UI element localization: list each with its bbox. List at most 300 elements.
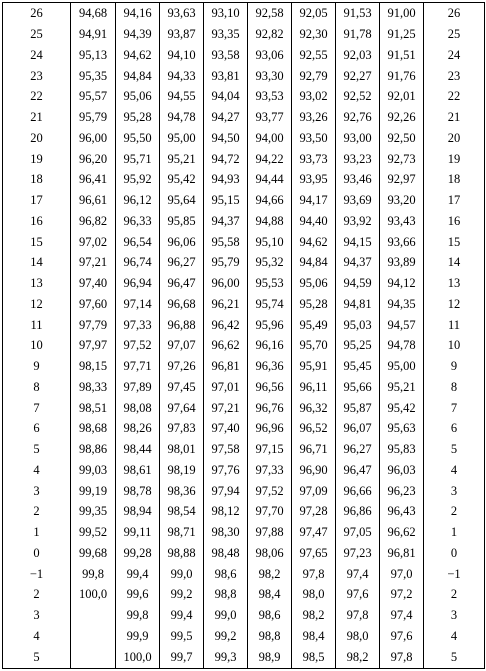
table-cell: 96,36 (248, 356, 292, 377)
table-cell: 97,40 (71, 273, 116, 294)
table-cell: 97,0 (380, 564, 424, 585)
table-cell: 97,64 (160, 398, 204, 419)
row-label-right: 1 (424, 522, 485, 543)
table-cell: 94,10 (160, 45, 204, 66)
row-label-right: 12 (424, 294, 485, 315)
table-cell: 94,37 (204, 211, 248, 232)
row-label-left: 21 (3, 107, 71, 128)
table-row (3, 584, 485, 605)
table-cell: 97,58 (204, 439, 248, 460)
table-row (3, 169, 485, 190)
table-row (3, 24, 485, 45)
table-cell: 95,28 (116, 107, 160, 128)
table-cell: 98,08 (116, 398, 160, 419)
table-cell: 96,47 (160, 273, 204, 294)
table-cell: 97,89 (116, 377, 160, 398)
table-cell: 93,81 (204, 66, 248, 87)
table-cell: 97,6 (380, 626, 424, 647)
row-label-left: 15 (3, 232, 71, 253)
table-cell: 95,74 (248, 294, 292, 315)
table-cell: 94,78 (160, 107, 204, 128)
table-cell: 96,16 (248, 335, 292, 356)
table-cell: 95,13 (71, 45, 116, 66)
table-cell: 93,35 (204, 24, 248, 45)
table-row (3, 564, 485, 585)
table-row (3, 543, 485, 564)
table-cell: 94,27 (204, 107, 248, 128)
row-label-right: 18 (424, 169, 485, 190)
table-cell: 97,76 (204, 460, 248, 481)
table-cell: 95,28 (292, 294, 336, 315)
table-cell: 96,90 (292, 460, 336, 481)
table-cell: 95,79 (204, 252, 248, 273)
table-cell: 96,21 (204, 294, 248, 315)
table-cell: 97,09 (292, 481, 336, 502)
table-cell: 98,0 (292, 584, 336, 605)
table-cell: 93,73 (292, 149, 336, 170)
table-cell: 97,28 (292, 501, 336, 522)
table-cell: 99,11 (116, 522, 160, 543)
table-cell: 94,66 (248, 190, 292, 211)
table-cell: 94,88 (248, 211, 292, 232)
row-label-right: 6 (424, 418, 485, 439)
table-cell: 97,23 (336, 543, 380, 564)
row-label-left: 2 (3, 584, 71, 605)
data-table (2, 2, 485, 669)
table-cell: 95,15 (204, 190, 248, 211)
table-row (3, 460, 485, 481)
row-label-left: 2 (3, 501, 71, 522)
table-cell: 92,27 (336, 66, 380, 87)
table-cell: 98,51 (71, 398, 116, 419)
row-label-right: −1 (424, 564, 485, 585)
table-cell: 93,06 (248, 45, 292, 66)
table-cell (71, 626, 116, 647)
row-label-right: 5 (424, 439, 485, 460)
row-label-right: 3 (424, 481, 485, 502)
table-cell: 95,35 (71, 66, 116, 87)
row-label-left: 13 (3, 273, 71, 294)
row-label-left: 11 (3, 315, 71, 336)
table-cell: 93,26 (292, 107, 336, 128)
table-cell: 95,00 (160, 128, 204, 149)
table-cell: 99,4 (116, 564, 160, 585)
table-cell: 93,69 (336, 190, 380, 211)
table-cell: 98,06 (248, 543, 292, 564)
table-row (3, 273, 485, 294)
table-cell: 96,00 (71, 128, 116, 149)
table-cell: 95,42 (160, 169, 204, 190)
table-cell: 96,54 (116, 232, 160, 253)
row-label-right: 4 (424, 626, 485, 647)
table-cell: 96,11 (292, 377, 336, 398)
table-cell: 96,81 (380, 543, 424, 564)
table-row (3, 294, 485, 315)
table-cell: 92,76 (336, 107, 380, 128)
table-cell: 92,52 (336, 86, 380, 107)
table-row (3, 86, 485, 107)
table-cell: 98,94 (116, 501, 160, 522)
table-cell: 95,91 (292, 356, 336, 377)
table-cell: 97,79 (71, 315, 116, 336)
table-cell: 96,94 (116, 273, 160, 294)
row-label-right: 3 (424, 605, 485, 626)
row-label-right: 4 (424, 460, 485, 481)
table-cell: 98,4 (248, 584, 292, 605)
table-row (3, 605, 485, 626)
table-cell: 99,0 (160, 564, 204, 585)
table-cell: 99,8 (71, 564, 116, 585)
table-cell: 95,71 (116, 149, 160, 170)
table-cell: 93,66 (380, 232, 424, 253)
table-cell: 96,71 (292, 439, 336, 460)
table-cell: 93,10 (204, 3, 248, 25)
table-cell: 95,87 (336, 398, 380, 419)
table-cell: 99,3 (204, 647, 248, 669)
table-cell: 93,77 (248, 107, 292, 128)
table-cell (71, 605, 116, 626)
row-label-right: 10 (424, 335, 485, 356)
row-label-right: 22 (424, 86, 485, 107)
table-cell: 97,40 (204, 418, 248, 439)
table-cell: 92,79 (292, 66, 336, 87)
table-row (3, 107, 485, 128)
table-cell: 100,0 (116, 647, 160, 669)
table-cell: 94,68 (71, 3, 116, 25)
table-cell: 99,4 (160, 605, 204, 626)
table-cell: 97,6 (336, 584, 380, 605)
row-label-left: 10 (3, 335, 71, 356)
row-label-left: 18 (3, 169, 71, 190)
row-label-left: 4 (3, 460, 71, 481)
table-cell: 93,43 (380, 211, 424, 232)
table-cell: 92,50 (380, 128, 424, 149)
table-cell: 97,8 (292, 564, 336, 585)
table-cell: 94,62 (116, 45, 160, 66)
table-cell: 94,15 (336, 232, 380, 253)
table-cell: 99,2 (204, 626, 248, 647)
table-cell: 91,78 (336, 24, 380, 45)
table-cell: 99,7 (160, 647, 204, 669)
table-cell: 99,35 (71, 501, 116, 522)
table-cell: 94,93 (204, 169, 248, 190)
table-cell: 96,33 (116, 211, 160, 232)
table-cell: 93,46 (336, 169, 380, 190)
table-cell: 96,68 (160, 294, 204, 315)
table-cell: 96,76 (248, 398, 292, 419)
table-cell: 94,33 (160, 66, 204, 87)
table-row (3, 356, 485, 377)
table-cell: 92,05 (292, 3, 336, 25)
table-row (3, 45, 485, 66)
table-cell: 97,52 (248, 481, 292, 502)
row-label-left: 12 (3, 294, 71, 315)
table-cell: 98,2 (292, 605, 336, 626)
table-cell: 93,89 (380, 252, 424, 273)
table-cell: 95,63 (380, 418, 424, 439)
table-cell: 97,21 (204, 398, 248, 419)
row-label-left: 26 (3, 3, 71, 25)
table-cell: 98,2 (336, 647, 380, 669)
table-cell: 97,71 (116, 356, 160, 377)
table-cell: 94,84 (116, 66, 160, 87)
table-cell: 98,68 (71, 418, 116, 439)
row-label-right: 5 (424, 647, 485, 669)
table-cell: 93,58 (204, 45, 248, 66)
table-cell: 95,83 (380, 439, 424, 460)
table-cell: 98,26 (116, 418, 160, 439)
table-cell: 96,62 (380, 522, 424, 543)
table-cell: 92,26 (380, 107, 424, 128)
table-cell: 94,84 (292, 252, 336, 273)
table-cell: 98,2 (248, 564, 292, 585)
table-cell: 95,66 (336, 377, 380, 398)
row-label-right: 13 (424, 273, 485, 294)
table-cell: 99,8 (116, 605, 160, 626)
table-cell: 95,21 (380, 377, 424, 398)
row-label-right: 14 (424, 252, 485, 273)
table-cell: 93,30 (248, 66, 292, 87)
row-label-left: 4 (3, 626, 71, 647)
table-cell: 98,4 (292, 626, 336, 647)
table-cell: 97,88 (248, 522, 292, 543)
row-label-left: 23 (3, 66, 71, 87)
table-cell: 94,81 (336, 294, 380, 315)
table-cell: 93,50 (292, 128, 336, 149)
table-cell: 92,58 (248, 3, 292, 25)
table-cell: 95,79 (71, 107, 116, 128)
table-cell: 96,27 (336, 439, 380, 460)
table-cell: 96,61 (71, 190, 116, 211)
table-row (3, 252, 485, 273)
table-cell: 94,62 (292, 232, 336, 253)
table-cell: 96,07 (336, 418, 380, 439)
table-cell: 95,25 (336, 335, 380, 356)
row-label-left: 8 (3, 377, 71, 398)
table-cell: 95,45 (336, 356, 380, 377)
table-cell: 97,8 (336, 605, 380, 626)
table-cell: 92,30 (292, 24, 336, 45)
table-row (3, 439, 485, 460)
table-cell: 100,0 (71, 584, 116, 605)
table-cell: 98,71 (160, 522, 204, 543)
table-row (3, 3, 485, 25)
row-label-right: 2 (424, 501, 485, 522)
table-cell: 96,52 (292, 418, 336, 439)
row-label-right: 0 (424, 543, 485, 564)
row-label-right: 16 (424, 211, 485, 232)
table-cell: 91,53 (336, 3, 380, 25)
row-label-left: 0 (3, 543, 71, 564)
table-cell: 95,53 (248, 273, 292, 294)
table-cell: 97,33 (116, 315, 160, 336)
table-cell: 97,45 (160, 377, 204, 398)
table-cell: 96,96 (248, 418, 292, 439)
table-cell: 93,92 (336, 211, 380, 232)
table-cell: 94,16 (116, 3, 160, 25)
table-body (3, 3, 485, 669)
table-cell: 95,70 (292, 335, 336, 356)
table-row (3, 398, 485, 419)
table-cell: 98,15 (71, 356, 116, 377)
row-label-right: 23 (424, 66, 485, 87)
table-cell: 98,5 (292, 647, 336, 669)
row-label-left: 3 (3, 481, 71, 502)
table-cell: 96,42 (204, 315, 248, 336)
table-cell: 93,20 (380, 190, 424, 211)
row-label-left: 20 (3, 128, 71, 149)
table-cell: 98,19 (160, 460, 204, 481)
row-label-left: 5 (3, 439, 71, 460)
table-row (3, 232, 485, 253)
table-cell: 96,81 (204, 356, 248, 377)
table-row (3, 418, 485, 439)
table-cell: 94,44 (248, 169, 292, 190)
table-cell: 91,25 (380, 24, 424, 45)
row-label-right: 26 (424, 3, 485, 25)
table-cell: 99,68 (71, 543, 116, 564)
table-cell: 96,43 (380, 501, 424, 522)
table-cell: 97,4 (380, 605, 424, 626)
row-label-left: 7 (3, 398, 71, 419)
row-label-left: 22 (3, 86, 71, 107)
table-cell: 95,32 (248, 252, 292, 273)
table-cell: 95,58 (204, 232, 248, 253)
row-label-right: 2 (424, 584, 485, 605)
table-cell: 97,94 (204, 481, 248, 502)
row-label-left: 9 (3, 356, 71, 377)
table-cell: 94,37 (336, 252, 380, 273)
table-cell: 96,66 (336, 481, 380, 502)
table-row (3, 626, 485, 647)
table-cell: 92,97 (380, 169, 424, 190)
table-cell: 94,50 (204, 128, 248, 149)
row-label-right: 21 (424, 107, 485, 128)
table-cell: 97,14 (116, 294, 160, 315)
row-label-left: 5 (3, 647, 71, 669)
table-cell: 98,30 (204, 522, 248, 543)
table-cell: 95,96 (248, 315, 292, 336)
row-label-left: 17 (3, 190, 71, 211)
table-row (3, 481, 485, 502)
table-cell: 99,28 (116, 543, 160, 564)
table-cell (71, 647, 116, 669)
table-cell: 97,2 (380, 584, 424, 605)
table-row (3, 647, 485, 669)
row-label-left: −1 (3, 564, 71, 585)
table-cell: 96,20 (71, 149, 116, 170)
table-cell: 93,95 (292, 169, 336, 190)
table-cell: 95,64 (160, 190, 204, 211)
table-cell: 96,27 (160, 252, 204, 273)
table-cell: 95,06 (116, 86, 160, 107)
table-cell: 92,55 (292, 45, 336, 66)
table-cell: 94,72 (204, 149, 248, 170)
table-cell: 97,21 (71, 252, 116, 273)
table-row (3, 211, 485, 232)
table-cell: 95,49 (292, 315, 336, 336)
table-cell: 98,8 (204, 584, 248, 605)
table-cell: 97,83 (160, 418, 204, 439)
table-row (3, 315, 485, 336)
row-label-left: 24 (3, 45, 71, 66)
table-cell: 94,00 (248, 128, 292, 149)
row-label-right: 25 (424, 24, 485, 45)
table-cell: 98,33 (71, 377, 116, 398)
row-label-right: 24 (424, 45, 485, 66)
table-row (3, 522, 485, 543)
table-cell: 95,03 (336, 315, 380, 336)
table-cell: 98,48 (204, 543, 248, 564)
table-cell: 97,70 (248, 501, 292, 522)
row-label-left: 3 (3, 605, 71, 626)
table-cell: 98,8 (248, 626, 292, 647)
table-cell: 96,32 (292, 398, 336, 419)
table-cell: 95,10 (248, 232, 292, 253)
table-cell: 97,26 (160, 356, 204, 377)
table-cell: 94,91 (71, 24, 116, 45)
table-cell: 97,05 (336, 522, 380, 543)
table-cell: 98,6 (204, 564, 248, 585)
table-cell: 95,21 (160, 149, 204, 170)
table-cell: 98,86 (71, 439, 116, 460)
table-cell: 98,61 (116, 460, 160, 481)
table-cell: 96,56 (248, 377, 292, 398)
table-cell: 96,62 (204, 335, 248, 356)
row-label-left: 6 (3, 418, 71, 439)
table-row (3, 335, 485, 356)
table-cell: 94,35 (380, 294, 424, 315)
table-cell: 93,23 (336, 149, 380, 170)
table-cell: 97,33 (248, 460, 292, 481)
table-cell: 98,78 (116, 481, 160, 502)
table-cell: 98,6 (248, 605, 292, 626)
table-cell: 93,63 (160, 3, 204, 25)
row-label-right: 8 (424, 377, 485, 398)
table-row (3, 128, 485, 149)
table-cell: 96,00 (204, 273, 248, 294)
table-row (3, 149, 485, 170)
table-cell: 99,5 (160, 626, 204, 647)
table-cell: 98,54 (160, 501, 204, 522)
table-cell: 94,40 (292, 211, 336, 232)
table-cell: 99,9 (116, 626, 160, 647)
table-cell: 95,06 (292, 273, 336, 294)
table-cell: 95,00 (380, 356, 424, 377)
table-cell: 96,82 (71, 211, 116, 232)
table-row (3, 190, 485, 211)
table-row (3, 501, 485, 522)
table-cell: 91,76 (380, 66, 424, 87)
row-label-right: 9 (424, 356, 485, 377)
table-cell: 96,47 (336, 460, 380, 481)
table-cell: 96,88 (160, 315, 204, 336)
table-cell: 91,00 (380, 3, 424, 25)
table-cell: 92,82 (248, 24, 292, 45)
table-cell: 94,22 (248, 149, 292, 170)
table-cell: 97,15 (248, 439, 292, 460)
table-cell: 92,03 (336, 45, 380, 66)
table-cell: 97,60 (71, 294, 116, 315)
table-cell: 93,00 (336, 128, 380, 149)
table-cell: 94,55 (160, 86, 204, 107)
table-cell: 99,2 (160, 584, 204, 605)
table-cell: 93,87 (160, 24, 204, 45)
row-label-left: 19 (3, 149, 71, 170)
table-cell: 91,51 (380, 45, 424, 66)
table-cell: 98,44 (116, 439, 160, 460)
table-cell: 99,6 (116, 584, 160, 605)
